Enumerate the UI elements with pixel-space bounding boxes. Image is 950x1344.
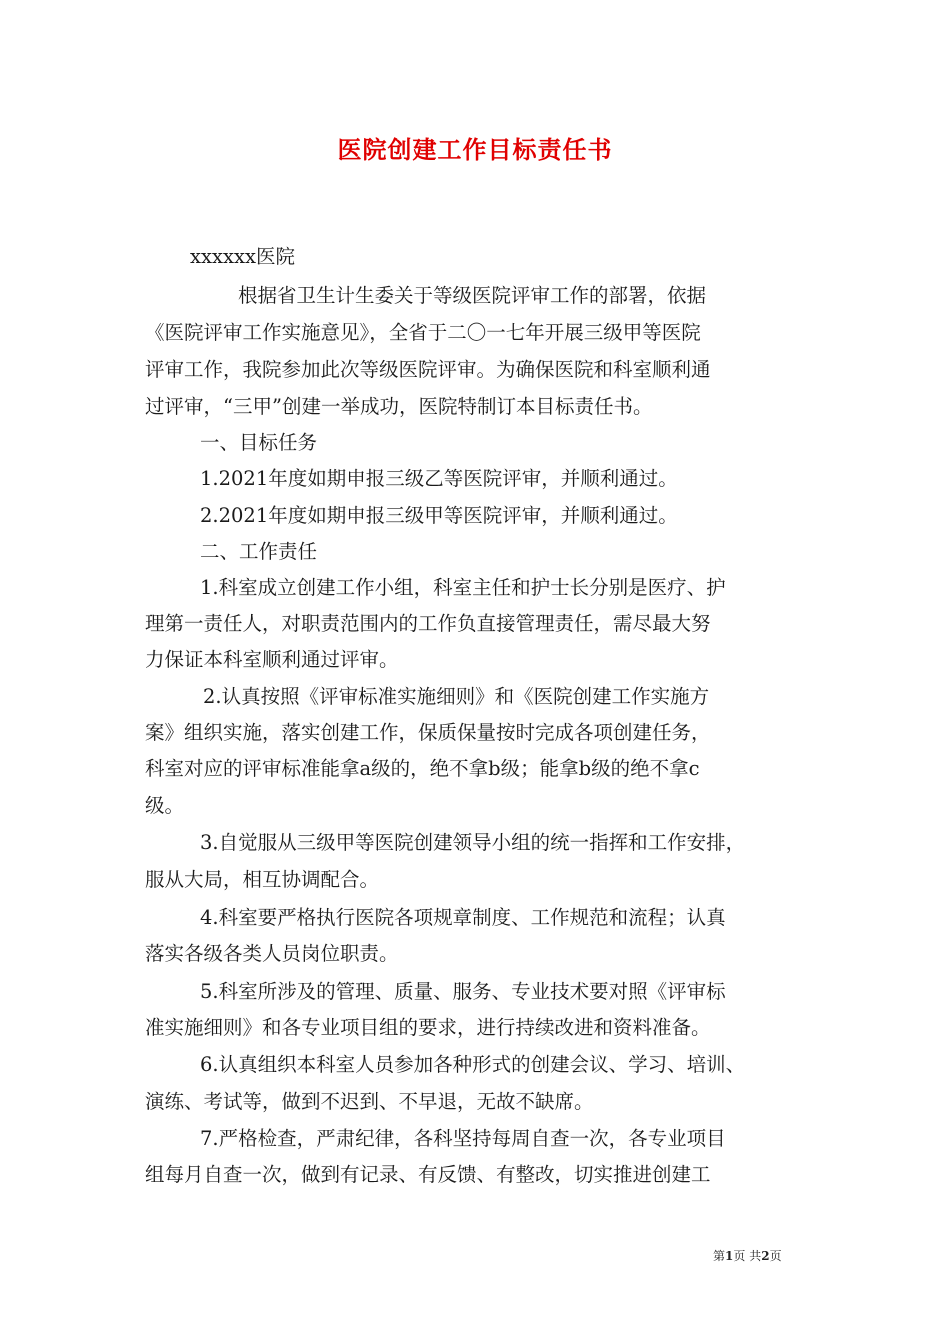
paragraph-line: 2.2021年度如期申报三级甲等医院评审，并顺利通过。: [200, 504, 678, 527]
paragraph-line: 级。: [145, 794, 185, 817]
addressee: xxxxxx医院: [190, 245, 295, 268]
paragraph-line: 理第一责任人，对职责范围内的工作负直接管理责任，需尽最大努: [145, 612, 711, 635]
paragraph-line: 1.2021年度如期申报三级乙等医院评审，并顺利通过。: [200, 467, 678, 490]
paragraph-line: 服从大局，相互协调配合。: [145, 868, 380, 891]
paragraph-line: 1.科室成立创建工作小组，科室主任和护士长分别是医疗、护: [200, 576, 726, 599]
footer-suffix: 页: [769, 1249, 782, 1263]
paragraph-line: 评审工作，我院参加此次等级医院评审。为确保医院和科室顺利通: [145, 358, 711, 381]
paragraph-line: 4.科室要严格执行医院各项规章制度、工作规范和流程；认真: [200, 906, 726, 929]
footer-middle: 页 共: [733, 1249, 762, 1263]
paragraph-line: 6.认真组织本科室人员参加各种形式的创建会议、学习、培训、: [200, 1053, 746, 1076]
total-pages-number: 2: [761, 1249, 770, 1263]
page-number-footer: [713, 1248, 782, 1264]
section-heading: 二、工作责任: [200, 540, 318, 563]
current-page-number: 1: [725, 1249, 734, 1263]
footer-prefix: 第: [713, 1249, 726, 1263]
paragraph-line: 准实施细则》和各专业项目组的要求，进行持续改进和资料准备。: [145, 1016, 711, 1039]
paragraph-line: 3.自觉服从三级甲等医院创建领导小组的统一指挥和工作安排，: [200, 831, 746, 854]
document-title: 医院创建工作目标责任书: [337, 135, 613, 164]
paragraph-line: 过评审，“三甲”创建一举成功，医院特制订本目标责任书。: [145, 395, 653, 418]
paragraph-line: 科室对应的评审标准能拿a级的，绝不拿b级；能拿b级的绝不拿c: [145, 757, 700, 780]
section-heading: 一、目标任务: [200, 431, 318, 454]
paragraph-line: 力保证本科室顺利通过评审。: [145, 648, 399, 671]
paragraph-line: 根据省卫生计生委关于等级医院评审工作的部署，依据: [238, 284, 707, 307]
paragraph-line: 演练、考试等，做到不迟到、不早退，无故不缺席。: [145, 1090, 594, 1113]
paragraph-line: 2.认真按照《评审标准实施细则》和《医院创建工作实施方: [203, 685, 710, 708]
paragraph-line: 落实各级各类人员岗位职责。: [145, 942, 399, 965]
paragraph-line: 案》组织实施，落实创建工作，保质保量按时完成各项创建任务，: [145, 721, 711, 744]
paragraph-line: 组每月自查一次，做到有记录、有反馈、有整改，切实推进创建工: [145, 1163, 711, 1186]
paragraph-line: 7.严格检查，严肃纪律，各科坚持每周自查一次，各专业项目: [200, 1127, 726, 1150]
paragraph-line: 5.科室所涉及的管理、质量、服务、专业技术要对照《评审标: [200, 980, 726, 1003]
paragraph-line: 《医院评审工作实施意见》，全省于二〇一七年开展三级甲等医院: [145, 321, 701, 344]
